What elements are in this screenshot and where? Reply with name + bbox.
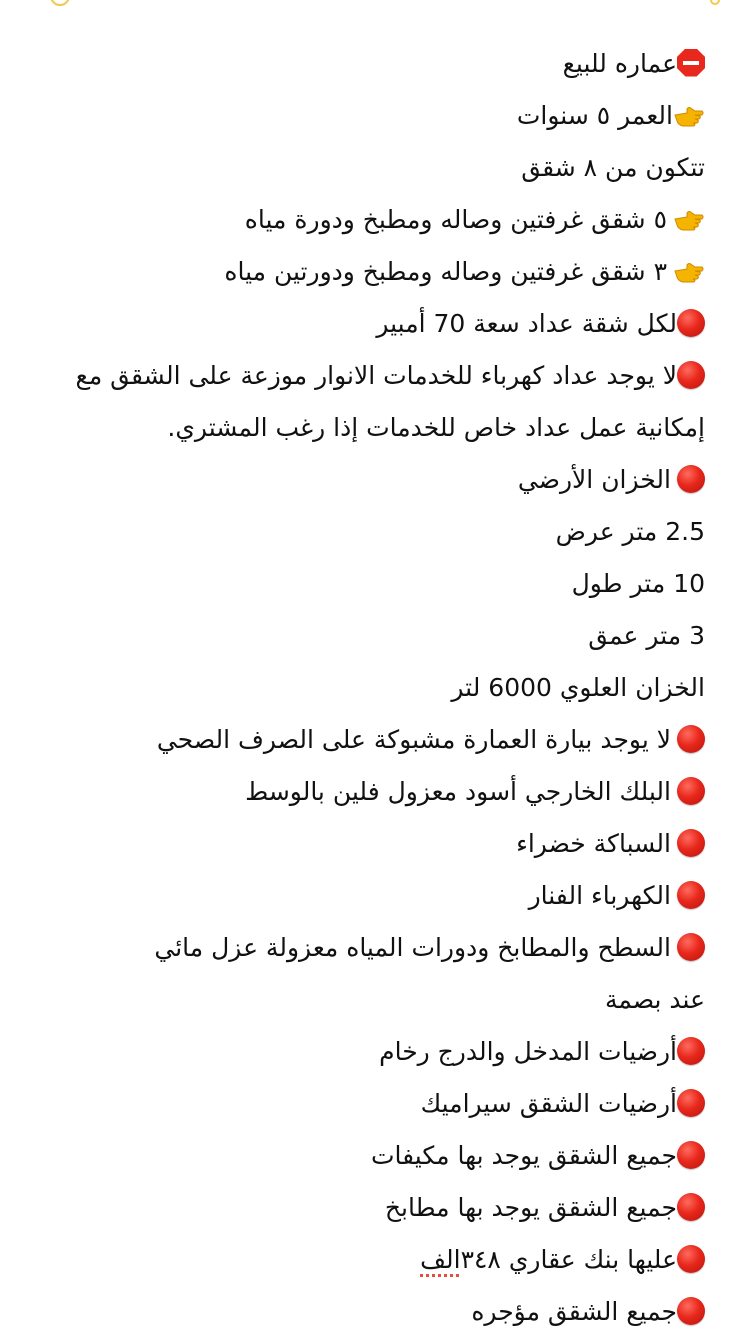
line-text: 10 متر طول [571, 569, 705, 598]
line-text: الخزان الأرضي [517, 465, 671, 494]
red-circle-icon [677, 881, 705, 909]
line-text: عماره للبيع [562, 49, 677, 78]
line-text: عليها بنك عقاري ٣٤٨ [460, 1245, 677, 1274]
red-circle-icon [677, 725, 705, 753]
listing-line [65, 142, 705, 194]
red-circle-icon [677, 465, 705, 493]
listing-line [65, 506, 705, 558]
red-circle-icon [677, 1297, 705, 1325]
line-text: ٣ شقق غرفتين وصاله ومطبخ ودورتين مياه [224, 257, 667, 286]
listing-line [65, 870, 705, 922]
line-text: جميع الشقق يوجد بها مكيفات [371, 1141, 677, 1170]
line-text: عند بصمة [604, 985, 705, 1014]
listing-line [65, 246, 705, 298]
red-circle-icon [677, 829, 705, 857]
stop-sign-icon [677, 49, 705, 77]
listing-line [65, 1026, 705, 1078]
listing-line [65, 90, 705, 142]
line-text: البلك الخارجي أسود معزول فلين بالوسط [245, 777, 671, 806]
listing-line [65, 1130, 705, 1182]
line-text: جميع الشقق مؤجره [471, 1297, 677, 1326]
listing-line [65, 1182, 705, 1234]
listing-line [65, 194, 705, 246]
listing-line [65, 1078, 705, 1130]
line-text: 2.5 متر عرض [555, 517, 705, 546]
listing-line [65, 922, 705, 974]
line-text: لكل شقة عداد سعة 70 أمبير [376, 309, 677, 338]
listing-line [65, 454, 705, 506]
red-circle-icon [677, 309, 705, 337]
listing-text [65, 38, 705, 1338]
listing-line [65, 1234, 705, 1286]
line-text: جميع الشقق يوجد بها مطابخ [384, 1193, 677, 1222]
emoji-fragment-icon [710, 0, 720, 5]
line-text: ٥ شقق غرفتين وصاله ومطبخ ودورة مياه [244, 205, 667, 234]
red-circle-icon [677, 1193, 705, 1221]
listing-line [65, 974, 705, 1026]
line-text: الخزان العلوي 6000 لتر [451, 673, 705, 702]
line-text: السباكة خضراء [516, 829, 671, 858]
red-circle-icon [677, 361, 705, 389]
red-circle-icon [677, 1089, 705, 1117]
listing-line [65, 38, 705, 90]
line-text: أرضيات الشقق سيراميك [420, 1089, 677, 1118]
red-circle-icon [677, 933, 705, 961]
line-text: تتكون من ٨ شقق [521, 153, 705, 182]
red-circle-icon [677, 1245, 705, 1273]
listing-line [65, 610, 705, 662]
pointing-hand-icon [673, 205, 705, 233]
listing-line [65, 350, 705, 454]
spellcheck-word: الف [420, 1245, 461, 1274]
line-text: الكهرباء الفنار [528, 881, 671, 910]
listing-line [65, 818, 705, 870]
listing-line [65, 558, 705, 610]
listing-line [65, 766, 705, 818]
pointing-hand-icon [673, 101, 705, 129]
listing-line [65, 1286, 705, 1338]
line-text: لا يوجد عداد كهرباء للخدمات الانوار موزعة على الشقق مع إمكانية عمل عداد خاص للخدمات إذا رغب المشتري. [75, 361, 705, 442]
line-text: لا يوجد بيارة العمارة مشبوكة على الصرف الصحي [156, 725, 671, 754]
listing-line [65, 662, 705, 714]
line-text: العمر ٥ سنوات [516, 101, 673, 130]
listing-line [65, 714, 705, 766]
red-circle-icon [677, 1141, 705, 1169]
line-text: أرضيات المدخل والدرج رخام [379, 1037, 677, 1066]
listing-line [65, 298, 705, 350]
emoji-fragment-icon [50, 0, 70, 6]
line-text: 3 متر عمق [588, 621, 705, 650]
line-text: السطح والمطابخ ودورات المياه معزولة عزل مائي [154, 933, 671, 962]
red-circle-icon [677, 1037, 705, 1065]
pointing-hand-icon [673, 257, 705, 285]
top-edge [0, 0, 750, 4]
red-circle-icon [677, 777, 705, 805]
